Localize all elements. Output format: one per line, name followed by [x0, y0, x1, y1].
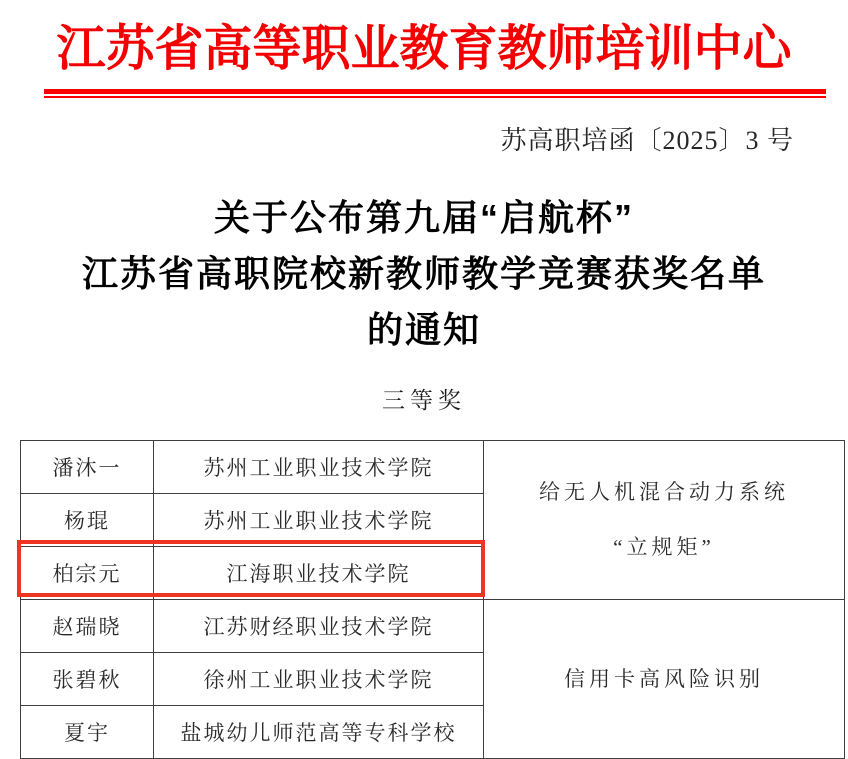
winner-name: 张碧秋 — [21, 653, 154, 706]
winner-institution: 苏州工业职业技术学院 — [154, 441, 484, 494]
winner-institution: 江海职业技术学院 — [154, 547, 484, 600]
org-name-heading: 江苏省高等职业教育教师培训中心 — [56, 21, 792, 76]
divider-thin-line — [44, 96, 826, 98]
project-cell — [484, 600, 845, 759]
winner-name: 杨琨 — [21, 494, 154, 547]
table-row — [21, 600, 845, 653]
winner-institution: 徐州工业职业技术学院 — [154, 653, 484, 706]
table-row — [21, 441, 845, 494]
doc-number: 苏高职培函〔2025〕3 号 — [500, 126, 794, 155]
letterhead-divider — [44, 89, 826, 98]
award-table — [20, 440, 845, 759]
winner-institution: 苏州工业职业技术学院 — [154, 494, 484, 547]
notice-title-line-3: 的通知 — [366, 309, 481, 350]
winner-institution: 盐城幼儿师范高等专科学校 — [154, 706, 484, 759]
project-cell — [484, 441, 845, 600]
notice-title — [0, 190, 848, 358]
divider-thick-line — [44, 89, 826, 94]
project-line: “立规矩” — [613, 535, 715, 559]
winner-name: 潘沐一 — [21, 441, 154, 494]
project-line: 给无人机混合动力系统 — [539, 480, 789, 504]
notice-title-line-2: 江苏省高职院校新教师教学竞赛获奖名单 — [81, 253, 766, 294]
project-line: 信用卡高风险识别 — [564, 666, 764, 691]
winner-name: 夏宇 — [21, 706, 154, 759]
winner-name: 赵瑞晓 — [21, 600, 154, 653]
award-table-wrap — [20, 440, 844, 759]
notice-title-line-1: 关于公布第九届“启航杯” — [213, 197, 634, 238]
section-label-third-prize: 三等奖 — [382, 388, 466, 413]
winner-institution: 江苏财经职业技术学院 — [154, 600, 484, 653]
winner-name: 柏宗元 — [21, 547, 154, 600]
